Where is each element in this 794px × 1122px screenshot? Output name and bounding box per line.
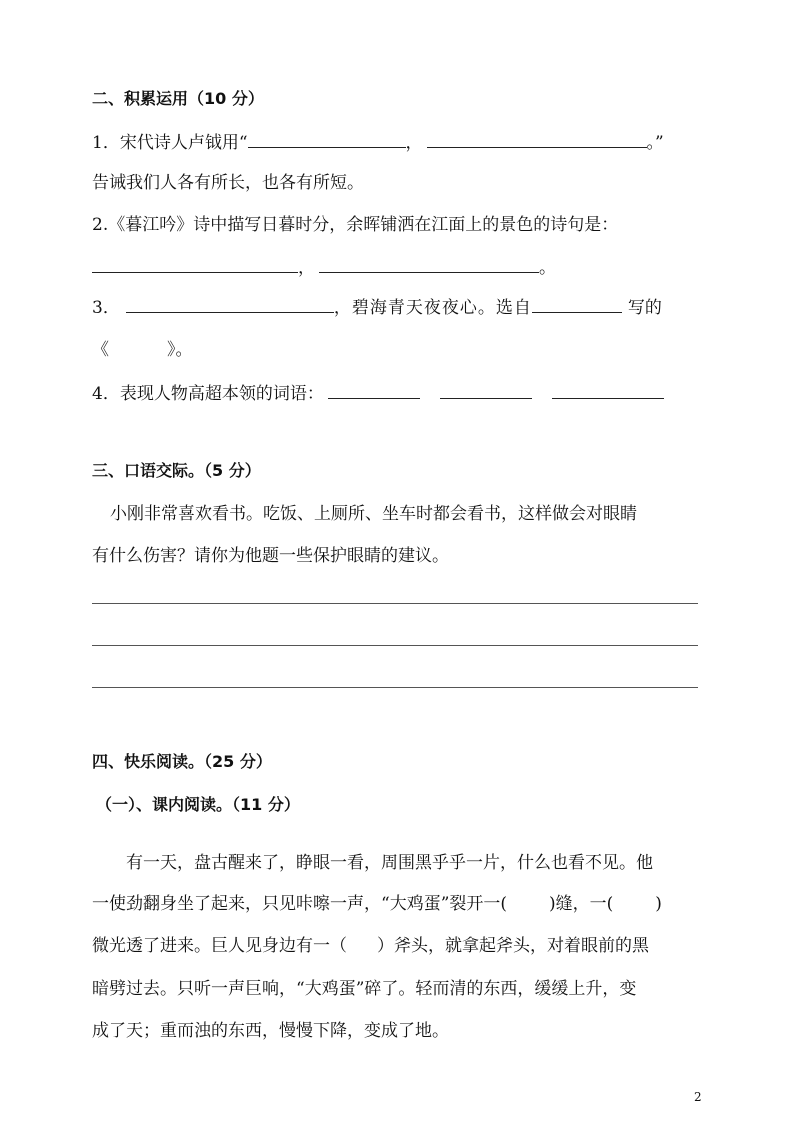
q3-blank-2[interactable] (532, 296, 622, 313)
q3-prefix: 3． (92, 298, 120, 318)
answer-line-1[interactable] (92, 603, 698, 604)
reading-line-4: 暗劈过去。只听一声巨响，“大鸡蛋”碎了。轻而清的东西，缓缓上升，变 (92, 979, 637, 999)
q3-book-close: 》。 (167, 340, 193, 360)
q4-prompt: 4．表现人物高超本领的词语： (92, 384, 324, 404)
question-3-line-1 (92, 296, 662, 319)
reading-line-5: 成了天；重而浊的东西，慢慢下降，变成了地。 (92, 1021, 449, 1041)
q3-middle: ，碧海青天夜夜心。选自 (333, 298, 532, 318)
question-3-line-2 (92, 339, 193, 361)
reading-line-3-b: ）斧头，就拿起斧头，对着眼前的黑 (377, 936, 649, 956)
page-number: 2 (694, 1090, 702, 1104)
q1-blank-1[interactable] (248, 131, 406, 148)
q2-end: 。 (539, 258, 556, 278)
section-3-title: 三、口语交际。（5 分） (92, 461, 261, 480)
reading-line-3 (92, 935, 649, 957)
question-1-line-1 (92, 131, 664, 154)
reading-line-1: 有一天，盘古醒来了，睁眼一看，周围黑乎乎一片，什么也看不见。他 (126, 853, 653, 873)
reading-line-2 (92, 893, 662, 915)
section-3-paragraph-line-2: 有什么伤害？请你为他题一些保护眼睛的建议。 (92, 546, 449, 566)
question-2-line-1: 2.《暮江吟》诗中描写日暮时分，余晖铺洒在江面上的景色的诗句是： (92, 215, 619, 235)
section-3-paragraph-line-1: 小刚非常喜欢看书。吃饭、上厕所、坐车时都会看书，这样做会对眼睛 (110, 504, 637, 524)
reading-line-2-b: )缝，一( (549, 894, 614, 914)
question-4 (92, 382, 664, 405)
q4-blank-2[interactable] (440, 382, 532, 399)
answer-line-2[interactable] (92, 645, 698, 646)
question-2-line-2 (92, 256, 556, 279)
question-1-line-2: 告诫我们人各有所长，也各有所短。 (92, 173, 364, 193)
answer-line-3[interactable] (92, 687, 698, 688)
q4-blank-3[interactable] (552, 382, 664, 399)
q3-suffix: 写的 (627, 298, 662, 318)
reading-line-2-a: 一使劲翻身坐了起来，只见咔嚓一声，“大鸡蛋”裂开一( (92, 894, 508, 914)
q3-book-open: 《 (92, 340, 109, 360)
q2-blank-2[interactable] (319, 256, 539, 273)
reading-line-2-c: ) (655, 894, 662, 914)
q4-blank-1[interactable] (328, 382, 420, 399)
q2-separator: ， (298, 258, 315, 278)
q3-blank-1[interactable] (126, 296, 334, 313)
section-4-subtitle: （一）、课内阅读。（11 分） (96, 795, 300, 814)
q1-separator: ， (405, 133, 423, 153)
q1-end: 。” (646, 133, 664, 153)
q1-blank-2[interactable] (427, 131, 647, 148)
q2-blank-1[interactable] (92, 256, 298, 273)
section-4-title: 四、快乐阅读。（25 分） (92, 752, 272, 771)
q1-prefix: 1．宋代诗人卢钺用“ (92, 133, 248, 153)
section-2-title: 二、积累运用（10 分） (92, 89, 264, 108)
reading-line-3-a: 微光透了进来。巨人见身边有一（ (92, 936, 347, 956)
